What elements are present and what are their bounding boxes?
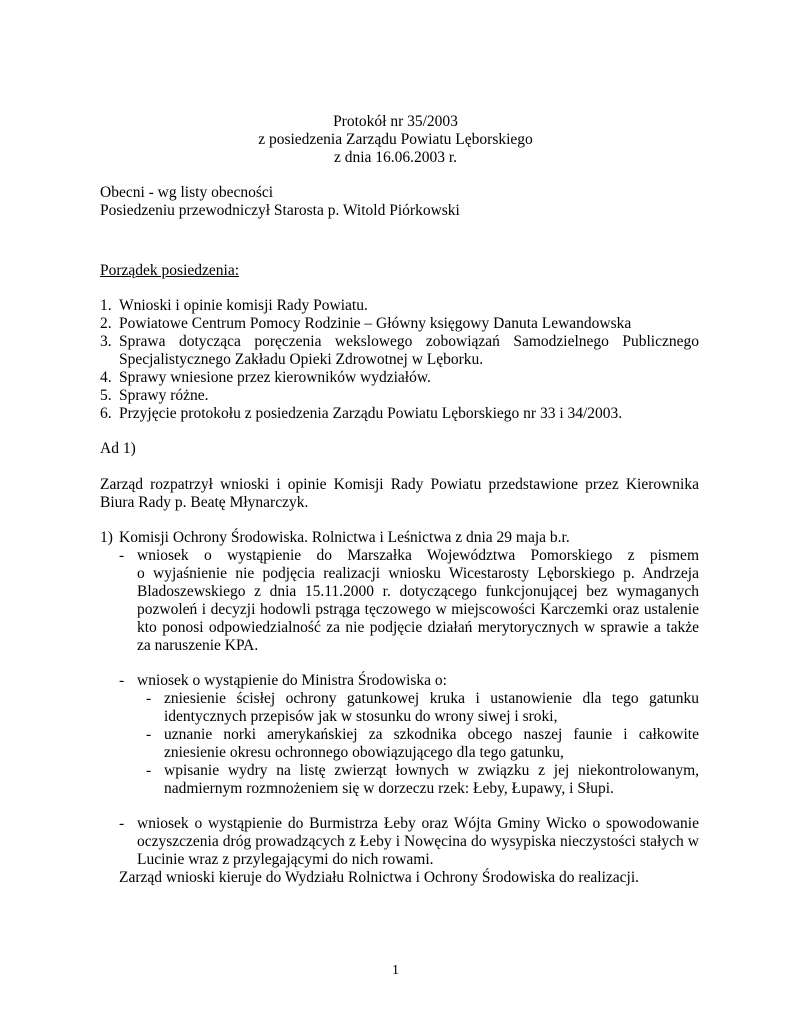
agenda-item: Sprawy różne. [119, 387, 209, 404]
motion-text: Bladoszewskiego z dnia 15.11.2000 r. dotyczącego funkcjonującej bez wymaganych [137, 583, 699, 600]
section-intro: Zarząd rozpatrzył wnioski i opinie Komisji Rady Powiatu przedstawione przez Kierownika [100, 476, 699, 493]
protocol-date: z dnia 16.06.2003 r. [333, 149, 458, 166]
sub-motion-text: zniesienie ścisłej ochrony gatunkowej kruka i ustanowienie dla tego gatunku [164, 690, 699, 707]
closing-statement: Zarząd wnioski kieruje do Wydziału Rolnictwa i Ochrony Środowiska do realizacji. [119, 869, 640, 886]
agenda-heading: Porządek posiedzenia: [100, 262, 240, 279]
page-number: 1 [392, 963, 399, 978]
dash-bullet: - [119, 672, 125, 689]
motion-text: kto ponosi odpowiedzialność za nie podjęcie działań merytorycznych w sprawie a także [137, 619, 699, 636]
agenda-item-number: 1. [100, 297, 112, 314]
sub-motion-text: zniesienie okresu ochronnego obowiązującego dla tego gatunku, [164, 744, 564, 761]
agenda-item-number: 3. [100, 333, 112, 350]
agenda-item-number: 6. [100, 405, 112, 422]
commission-title: Komisji Ochrony Środowiska. Rolnictwa i Leśnictwa z dnia 29 maja b.r. [119, 529, 570, 546]
protocol-title: Protokół nr 35/2003 [333, 113, 458, 130]
attendance-line: Obecni - wg listy obecności [100, 184, 274, 201]
agenda-item: Przyjęcie protokołu z posiedzenia Zarządu Powiatu Lęborskiego nr 33 i 34/2003. [119, 405, 623, 422]
motion-text: pozwoleń i decyzji hodowli pstrąga tęczowego w miejscowości Karczemki oraz ustalenie [137, 601, 699, 618]
agenda-item-continuation: Specjalistycznego Zakładu Opieki Zdrowotnej w Lęborku. [119, 351, 484, 368]
protocol-subtitle: z posiedzenia Zarządu Powiatu Lęborskiego [258, 131, 533, 148]
section-intro-continuation: Biura Rady p. Beatę Młynarczyk. [100, 494, 309, 511]
motion-text: wniosek o wystąpienie do Marszałka Województwa Pomorskiego z pismem [137, 547, 699, 564]
sub-motion-text: nadmiernym rozmnożeniem się w dorzeczu rzek: Łeby, Łupawy, i Słupi. [164, 780, 614, 797]
agenda-item-number: 4. [100, 369, 112, 386]
sub-motion-text: wpisanie wydry na listę zwierząt łownych w związku z jej niekontrolowanym, [164, 762, 699, 779]
agenda-item: Powiatowe Centrum Pomocy Rodzinie – Główny księgowy Danuta Lewandowska [119, 315, 632, 332]
dash-bullet: - [146, 726, 152, 743]
dash-bullet: - [146, 762, 152, 779]
agenda-item: Wnioski i opinie komisji Rady Powiatu. [119, 297, 368, 314]
motion-text: wniosek o wystąpienie do Ministra Środowiska o: [137, 672, 447, 689]
agenda-item-number: 5. [100, 387, 112, 404]
sub-motion-text: identycznych przepisów jak w stosunku do wrony siwej i sroki, [164, 708, 558, 725]
chair-line: Posiedzeniu przewodniczył Starosta p. Witold Piórkowski [100, 202, 460, 219]
section-heading: Ad 1) [100, 440, 136, 457]
commission-number: 1) [100, 529, 113, 546]
agenda-item: Sprawa dotycząca poręczenia wekslowego zobowiązań Samodzielnego Publicznego [119, 333, 699, 350]
dash-bullet: - [119, 547, 125, 564]
motion-text: Lucinie wraz z przylegającymi do nich rowami. [137, 851, 434, 868]
motion-text: wniosek o wystąpienie do Burmistrza Łeby oraz Wójta Gminy Wicko o spowodowanie [137, 815, 699, 832]
motion-text: oczyszczenia dróg prowadzących z Łeby i Nowęcina do wysypiska nieczystości stałych w [137, 833, 699, 850]
dash-bullet: - [119, 815, 125, 832]
agenda-item: Sprawy wniesione przez kierowników wydziałów. [119, 369, 431, 386]
dash-bullet: - [146, 690, 152, 707]
motion-text: za naruszenie KPA. [137, 637, 259, 654]
sub-motion-text: uznanie norki amerykańskiej za szkodnika obcego naszej faunie i całkowite [164, 726, 699, 743]
agenda-item-number: 2. [100, 315, 112, 332]
motion-text: o wyjaśnienie nie podjęcia realizacji wniosku Wicestarosty Lęborskiego p. Andrzeja [137, 565, 699, 582]
